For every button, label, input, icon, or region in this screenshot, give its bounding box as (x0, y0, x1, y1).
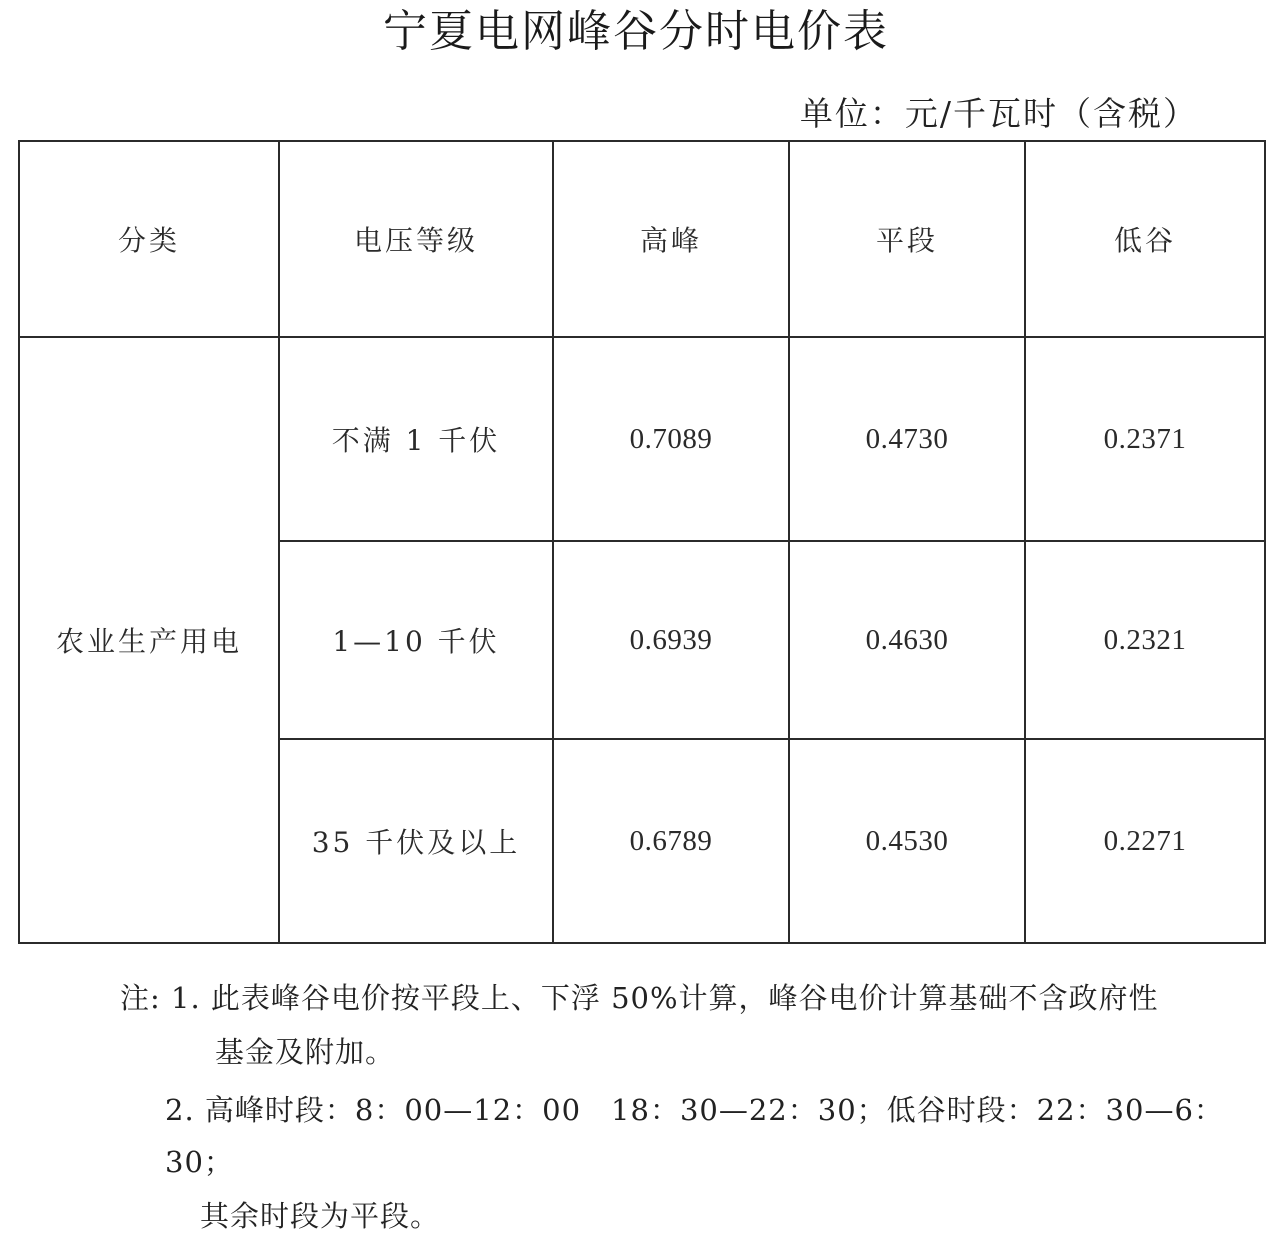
peak-price-cell: 0.7089 (553, 337, 789, 541)
note-2-line-1: 2. 高峰时段：8：00—12：00 18：30—22：30；低谷时段：22：30—6： (165, 1093, 1224, 1127)
peak-price-cell: 0.6789 (553, 739, 789, 943)
valley-price-cell: 0.2271 (1025, 739, 1265, 943)
header-valley: 低谷 (1025, 141, 1265, 337)
peak-price-cell: 0.6939 (553, 541, 789, 739)
unit-label: 单位：元/千瓦时（含税） (799, 94, 1198, 133)
page-title: 宁夏电网峰谷分时电价表 (383, 6, 889, 57)
flat-price-cell: 0.4630 (789, 541, 1025, 739)
flat-price-cell: 0.4530 (789, 739, 1025, 943)
note-1-line-1: 注: 1. 此表峰谷电价按平段上、下浮 50%计算，峰谷电价计算基础不含政府性 (120, 981, 1159, 1015)
voltage-cell: 35 千伏及以上 (279, 739, 553, 943)
note-2-line-3: 其余时段为平段。 (200, 1199, 441, 1233)
header-category: 分类 (19, 141, 279, 337)
category-cell: 农业生产用电 (19, 337, 279, 943)
header-voltage: 电压等级 (279, 141, 553, 337)
voltage-cell: 1—10 千伏 (279, 541, 553, 739)
header-peak: 高峰 (553, 141, 789, 337)
table-header-row (19, 141, 1265, 337)
note-2-line-2: 30； (165, 1145, 234, 1179)
table-row (19, 337, 1265, 541)
valley-price-cell: 0.2321 (1025, 541, 1265, 739)
note-1-line-2: 基金及附加。 (215, 1035, 396, 1069)
tariff-table (18, 140, 1266, 944)
flat-price-cell: 0.4730 (789, 337, 1025, 541)
voltage-cell: 不满 1 千伏 (279, 337, 553, 541)
header-flat: 平段 (789, 141, 1025, 337)
valley-price-cell: 0.2371 (1025, 337, 1265, 541)
